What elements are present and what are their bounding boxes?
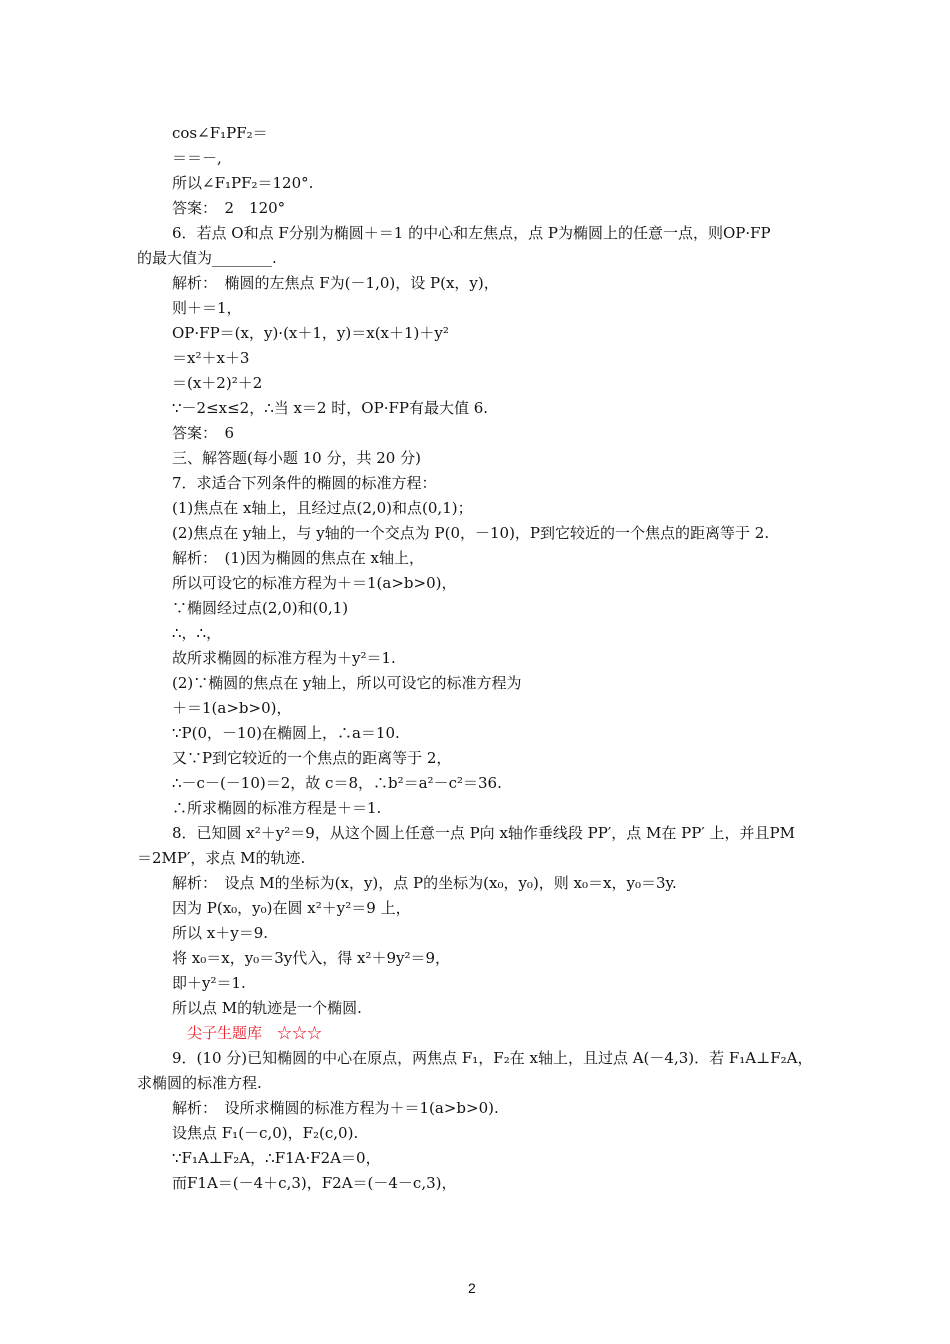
question-9: 9．(10 分)已知椭圆的中心在原点，两焦点 F₁，F₂在 x轴上，且过点 A(－4,3)．若 F₁A⊥F₂A， — [172, 1049, 813, 1067]
text-line: ＝＝－, — [172, 149, 222, 167]
text-line: 即＋y²＝1. — [172, 974, 246, 992]
text-line: 解析： 椭圆的左焦点 F为(－1,0)，设 P(x，y)， — [172, 274, 499, 292]
text-line: ＝x²＋x＋3 — [172, 349, 250, 367]
text-line: ∵椭圆经过点(2,0)和(0,1) — [172, 599, 349, 617]
text-line: 而F1A＝(－4＋c,3)，F2A＝(－4－c,3)， — [172, 1174, 457, 1192]
text-line: 解析： (1)因为椭圆的焦点在 x轴上， — [172, 549, 424, 567]
text-line: 所以 x＋y＝9. — [172, 924, 269, 942]
text-line: ∴，∴， — [172, 624, 222, 642]
text-line: 求椭圆的标准方程. — [137, 1074, 262, 1092]
text-line: 则＋＝1， — [172, 299, 242, 317]
text-line: 答案： 2 120° — [172, 199, 286, 217]
text-line: ∵F₁A⊥F₂A，∴F1A·F2A＝0， — [172, 1149, 381, 1167]
text-line: ＝2MP′，求点 M的轨迹. — [137, 849, 306, 867]
text-line: ∴－c－(－10)＝2，故 c＝8，∴b²＝a²－c²＝36. — [172, 774, 502, 792]
page-number: 2 — [468, 1280, 476, 1296]
section-heading: 三、解答题(每小题 10 分，共 20 分) — [172, 449, 421, 467]
text-line: (1)焦点在 x轴上，且经过点(2,0)和点(0,1)； — [172, 499, 473, 517]
text-line: 设焦点 F₁(－c,0)，F₂(c,0). — [172, 1124, 359, 1142]
question-7: 7．求适合下列条件的椭圆的标准方程： — [172, 474, 437, 492]
text-line: cos∠F₁PF₂＝ — [172, 124, 268, 142]
text-line: ∵－2≤x≤2，∴当 x＝2 时，OP·FP有最大值 6. — [172, 399, 489, 417]
text-line: OP·FP＝(x，y)·(x＋1，y)＝x(x＋1)＋y² — [172, 324, 449, 342]
text-line: ＝(x＋2)²＋2 — [172, 374, 263, 392]
text-line: ＋＝1(a>b>0)， — [172, 699, 292, 717]
text-line: 解析： 设所求椭圆的标准方程为＋＝1(a>b>0). — [172, 1099, 499, 1117]
top-student-bank-heading: 尖子生题库 ☆☆☆ — [187, 1024, 323, 1042]
question-8: 8．已知圆 x²＋y²＝9，从这个圆上任意一点 P向 x轴作垂线段 PP′，点 M在 PP′ 上，并且PM — [172, 824, 795, 842]
text-line: 解析： 设点 M的坐标为(x，y)，点 P的坐标为(x₀，y₀)，则 x₀＝x，y₀＝3y. — [172, 874, 677, 892]
text-line: 因为 P(x₀，y₀)在圆 x²＋y²＝9 上， — [172, 899, 411, 917]
text-line: (2)∵椭圆的焦点在 y轴上，所以可设它的标准方程为 — [172, 674, 522, 692]
text-line: ∴所求椭圆的标准方程是＋＝1. — [172, 799, 382, 817]
text-line: 的最大值为________. — [137, 249, 277, 267]
text-line: 将 x₀＝x，y₀＝3y代入，得 x²＋9y²＝9， — [172, 949, 451, 967]
text-line: 答案： 6 — [172, 424, 235, 442]
text-line: 所以∠F₁PF₂＝120°. — [172, 174, 314, 192]
text-line: 所以可设它的标准方程为＋＝1(a>b>0)， — [172, 574, 457, 592]
text-line: 又∵P到它较近的一个焦点的距离等于 2， — [172, 749, 452, 767]
question-6: 6．若点 O和点 F分别为椭圆＋＝1 的中心和左焦点，点 P为椭圆上的任意一点，则OP·FP — [172, 224, 771, 242]
text-line: ∵P(0，－10)在椭圆上，∴a＝10. — [172, 724, 400, 742]
text-line: 故所求椭圆的标准方程为＋y²＝1. — [172, 649, 396, 667]
text-line: (2)焦点在 y轴上，与 y轴的一个交点为 P(0，－10)，P到它较近的一个焦点的距离等于 2. — [172, 524, 770, 542]
text-line: 所以点 M的轨迹是一个椭圆. — [172, 999, 362, 1017]
